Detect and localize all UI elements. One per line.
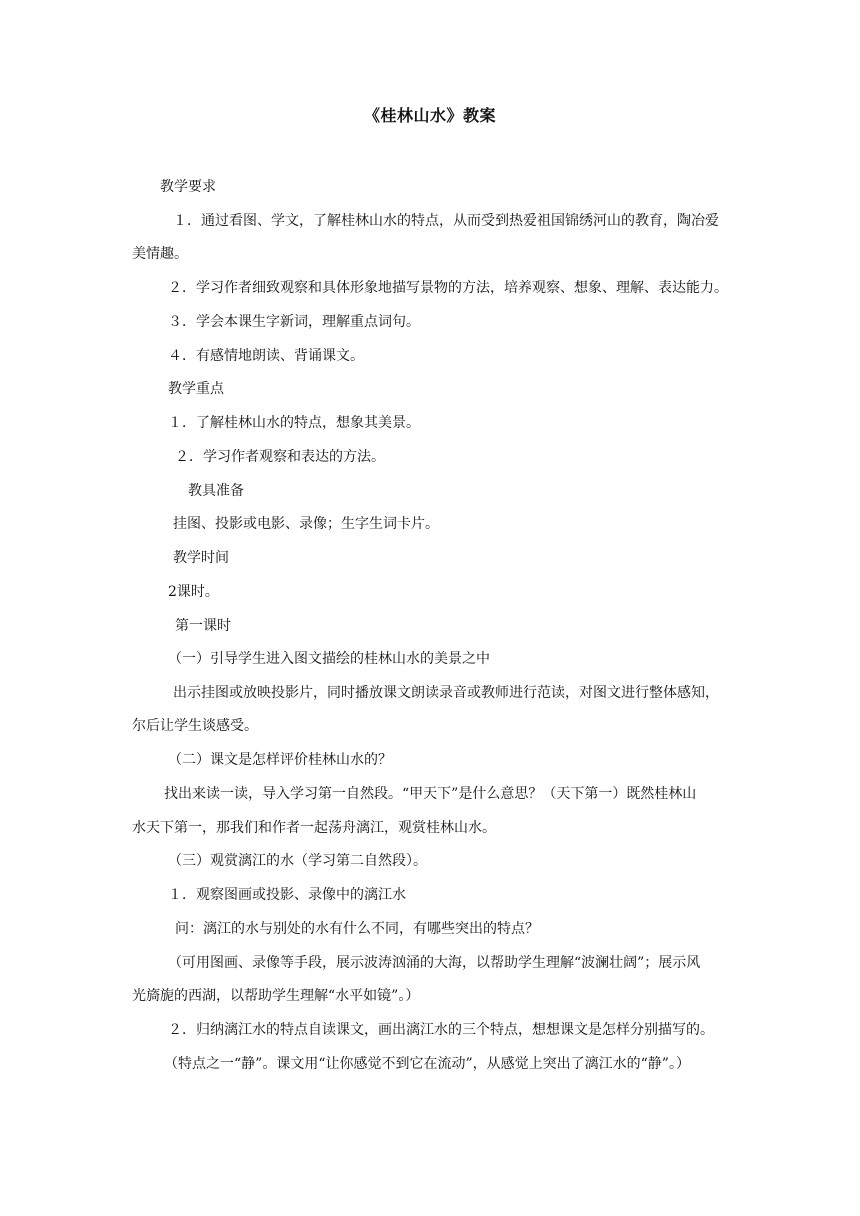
section-heading: （一）引导学生进入图文描绘的桂林山水的美景之中 <box>168 651 490 667</box>
paragraph-line: 光旖旎的西湖，以帮助学生理解“水平如镜”。） <box>132 988 420 1004</box>
paragraph-line: （可用图画、录像等手段，展示波涛汹涌的大海，以帮助学生理解“波澜壮阔”；展示风 <box>168 955 701 971</box>
heading-teaching-focus: 教学重点 <box>168 381 224 397</box>
paragraph-line: ４．有感情地朗读、背诵课文。 <box>168 348 364 364</box>
paragraph-line: １．通过看图、学文，了解桂林山水的特点，从而受到热爱祖国锦绣河山的教育，陶冶爱 <box>173 213 719 229</box>
paragraph-line: 美情趣。 <box>132 246 188 262</box>
paragraph-line: （特点之一“静”。课文用“让你感觉不到它在流动”，从感觉上突出了漓江水的“静”。） <box>164 1056 690 1072</box>
heading-teaching-aids: 教具准备 <box>188 483 244 499</box>
paragraph-line: ２．归纳漓江水的特点自读课文，画出漓江水的三个特点，想想课文是怎样分别描写的。 <box>168 1022 714 1038</box>
paragraph-line: 水天下第一，那我们和作者一起荡舟漓江，观赏桂林山水。 <box>132 820 496 836</box>
paragraph-line: １．观察图画或投影、录像中的漓江水 <box>168 887 406 903</box>
paragraph-line: 问：漓江的水与别处的水有什么不同，有哪些突出的特点？ <box>175 921 539 937</box>
heading-teaching-time: 教学时间 <box>173 550 229 566</box>
heading-first-lesson: 第一课时 <box>175 618 231 634</box>
paragraph-line: ２．学习作者观察和表达的方法。 <box>175 449 385 465</box>
paragraph-line: ２．学习作者细致观察和具体形象地描写景物的方法，培养观察、想象、理解、表达能力。 <box>168 280 728 296</box>
paragraph-line: 尔后让学生谈感受。 <box>132 718 258 734</box>
paragraph-line: ３．学会本课生字新词，理解重点词句。 <box>168 314 420 330</box>
document-title: 《桂林山水》教案 <box>363 106 496 125</box>
paragraph-line: 找出来读一读，导入学习第一自然段。“甲天下”是什么意思？（天下第一）既然桂林山 <box>164 786 697 802</box>
paragraph-line: 挂图、投影或电影、录像；生字生词卡片。 <box>173 516 439 532</box>
heading-teaching-requirements: 教学要求 <box>160 179 216 195</box>
paragraph-line: 出示挂图或放映投影片，同时播放课文朗读录音或教师进行范读，对图文进行整体感知， <box>173 685 719 701</box>
paragraph-line: １．了解桂林山水的特点，想象其美景。 <box>168 415 420 431</box>
section-heading: （三）观赏漓江的水（学习第二自然段）。 <box>168 853 427 869</box>
section-heading: （二）课文是怎样评价桂林山水的？ <box>168 752 392 768</box>
paragraph-line: 2课时。 <box>168 584 219 600</box>
